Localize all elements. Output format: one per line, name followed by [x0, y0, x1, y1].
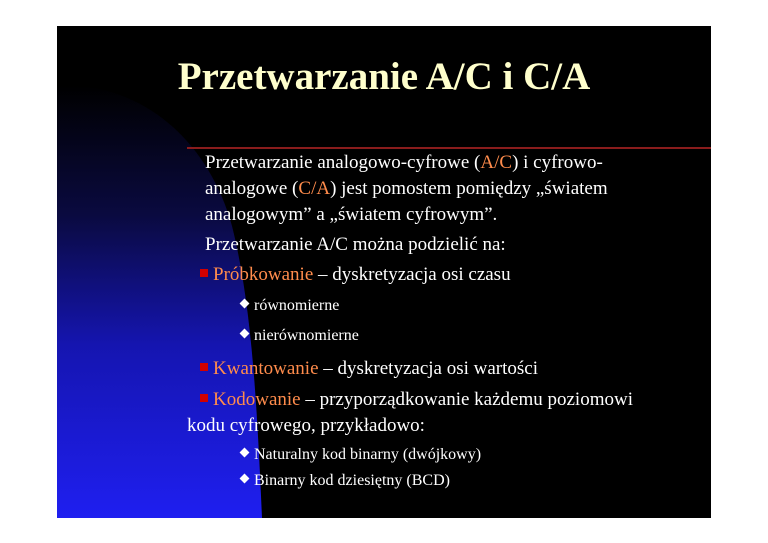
slide [57, 26, 711, 518]
sub-bullet-bcd: Binarny kod dziesiętny (BCD) [241, 471, 450, 491]
diamond-bullet-icon [240, 474, 250, 484]
square-bullet-icon [200, 363, 208, 371]
bullet-sampling: Próbkowanie – dyskretyzacja osi czasu [200, 262, 511, 287]
bullet-quantization: Kwantowanie – dyskretyzacja osi wartości [200, 356, 538, 381]
intro-line-3: analogowym” a „światem cyfrowym”. [205, 204, 498, 225]
square-bullet-icon [200, 394, 208, 402]
slide-title: Przetwarzanie A/C i C/A [177, 55, 591, 98]
lead-text: Przetwarzanie A/C można podzielić na: [205, 234, 506, 255]
title-divider [187, 147, 711, 149]
intro-line-2: analogowe (C/A) jest pomostem pomiędzy „światem [205, 178, 608, 199]
sub-bullet-nonuniform: nierównomierne [241, 326, 359, 346]
diamond-bullet-icon [240, 448, 250, 458]
coding-continuation: kodu cyfrowego, przykładowo: [187, 415, 425, 436]
square-bullet-icon [200, 269, 208, 277]
sub-bullet-natural-binary: Naturalny kod binarny (dwójkowy) [241, 445, 481, 465]
sub-bullet-uniform: równomierne [241, 296, 339, 316]
diamond-bullet-icon [240, 299, 250, 309]
bullet-coding: Kodowanie – przyporządkowanie każdemu poziomowi [200, 387, 633, 412]
diamond-bullet-icon [240, 329, 250, 339]
intro-line-1: Przetwarzanie analogowo-cyfrowe (A/C) i cyfrowo- [205, 152, 603, 173]
